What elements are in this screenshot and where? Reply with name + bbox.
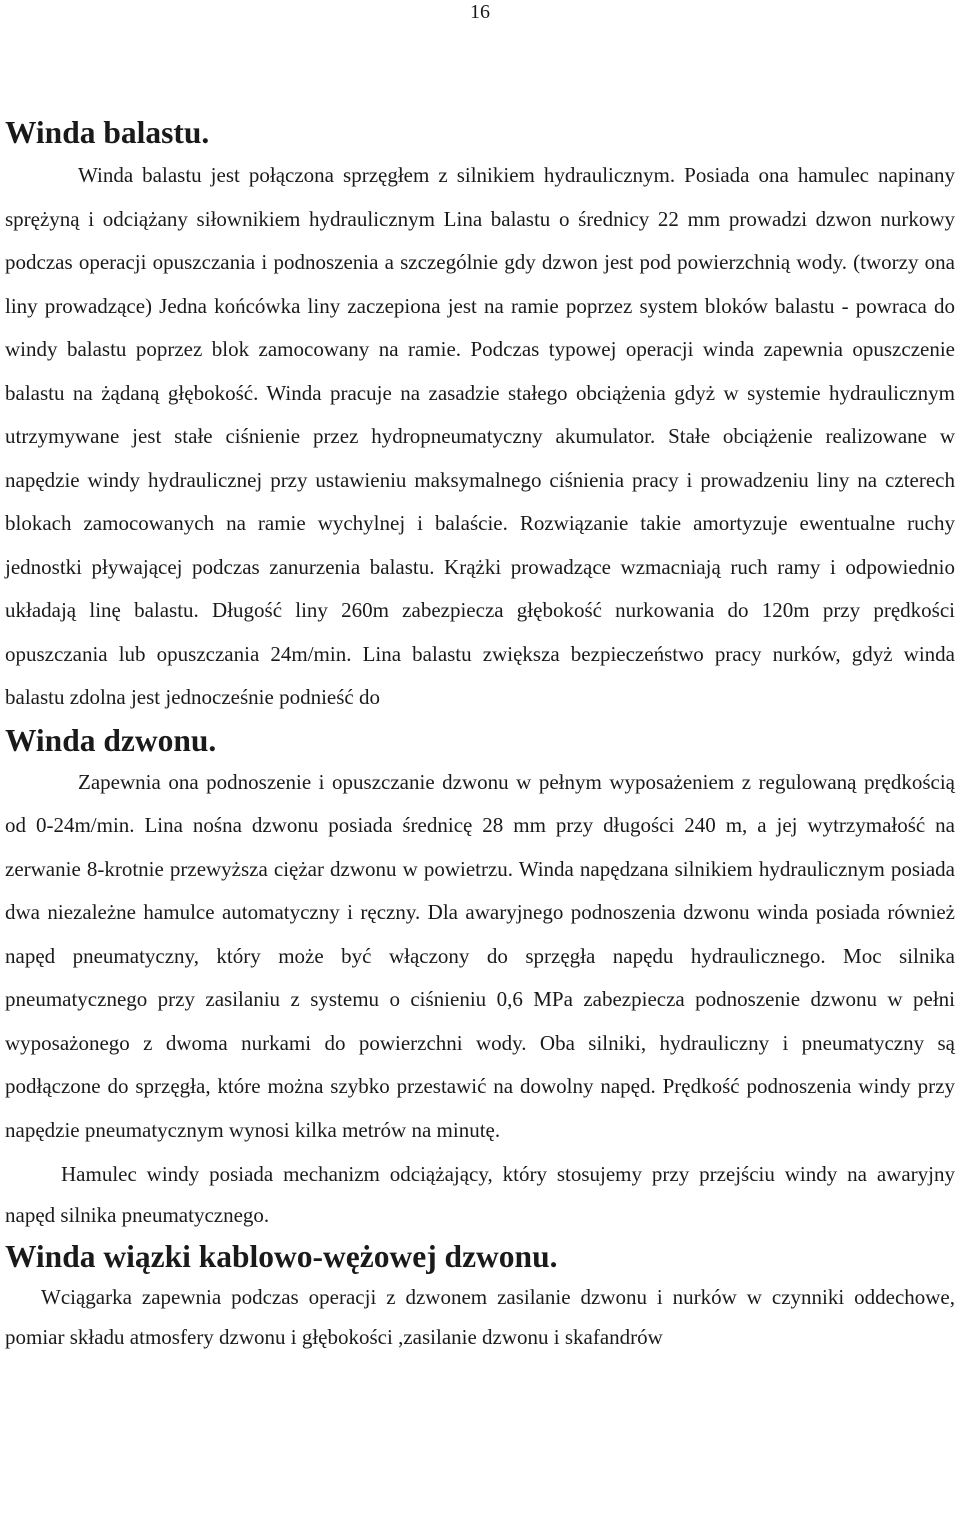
page-number: 16 bbox=[470, 1, 490, 23]
paragraph-hamulec: Hamulec windy posiada mechanizm odciążający, który stosujemy przy przejściu windy na awaryjny napęd silnika pneumatycznego. bbox=[5, 1162, 955, 1227]
paragraph-winda-dzwonu: Zapewnia ona podnoszenie i opuszczanie dzwonu w pełnym wyposażeniem z regulowaną prędkością od 0-24m/min. Lina nośna dzwonu posiada średnicę 28 mm przy długości 240 m, a jej wytrzymałość na zerwanie 8-krotnie przewyższa ciężar dzwonu w powietrzu. Winda napędzana silnikiem hydraulicznym posiada dwa niezależne hamulce automatyczny i ręczny. Dla awaryjnego podnoszenia dzwonu winda posiada również napęd pneumatyczny, który może być włączony do sprzęgła napędu hydraulicznego. Moc silnika pneumatycznego przy zasilaniu z systemu o ciśnieniu 0,6 MPa zabezpiecza podnoszenie dzwonu w pełni wyposażonego z dwoma nurkami do powierzchni wody. Oba silniki, hydrauliczny i pneumatyczny są podłączone do sprzęgła, które można szybko przestawić na dowolny napęd. Prędkość podnoszenia windy przy napędzie pneumatycznym wynosi kilka metrów na minutę. bbox=[5, 769, 955, 1142]
document-body bbox=[5, 112, 955, 1357]
section-heading-winda-balastu: Winda balastu. bbox=[5, 115, 210, 150]
paragraph-winda-wiazki: Wciągarka zapewnia podczas operacji z dzwonem zasilanie dzwonu i nurków w czynniki oddechowe, pomiar składu atmosfery dzwonu i głębokości ,zasilanie dzwonu i skafandrów bbox=[5, 1285, 955, 1349]
section-heading-winda-wiazki: Winda wiązki kablowo-wężowej dzwonu. bbox=[5, 1239, 558, 1274]
section-heading-winda-dzwonu: Winda dzwonu. bbox=[5, 722, 217, 758]
paragraph-winda-balastu: Winda balastu jest połączona sprzęgłem z silnikiem hydraulicznym. Posiada ona hamulec napinany sprężyną i odciążany siłownikiem hydraulicznym Lina balastu o średnicy 22 mm prowadzi dzwon nurkowy podczas operacji opuszczania i podnoszenia a szczególnie gdy dzwon jest pod powierzchnią wody. (tworzy ona liny prowadzące) Jedna końcówka liny zaczepiona jest na ramie poprzez system bloków balastu - powraca do windy balastu poprzez blok zamocowany na ramie. Podczas typowej operacji winda zapewnia opuszczenie balastu na żądaną głębokość. Winda pracuje na zasadzie stałego obciążenia gdyż w systemie hydraulicznym utrzymywane jest stałe ciśnienie przez hydropneumatyczny akumulator. Stałe obciążenie realizowane w napędzie windy hydraulicznej przy ustawieniu maksymalnego ciśnienia pracy i prowadzeniu liny na czterech blokach zamocowanych na ramie wychylnej i balaście. Rozwiązanie takie amortyzuje ewentualne ruchy jednostki pływającej podczas zanurzenia balastu. Krążki prowadzące wzmacniają ruch ramy i odpowiednio układają linę balastu. Długość liny 260m zabezpiecza głębokość nurkowania do 120m przy prędkości opuszczania lub opuszczania 24m/min. Lina balastu zwiększa bezpieczeństwo pracy nurków, gdyż winda balastu zdolna jest jednocześnie podnieść do bbox=[5, 163, 955, 709]
